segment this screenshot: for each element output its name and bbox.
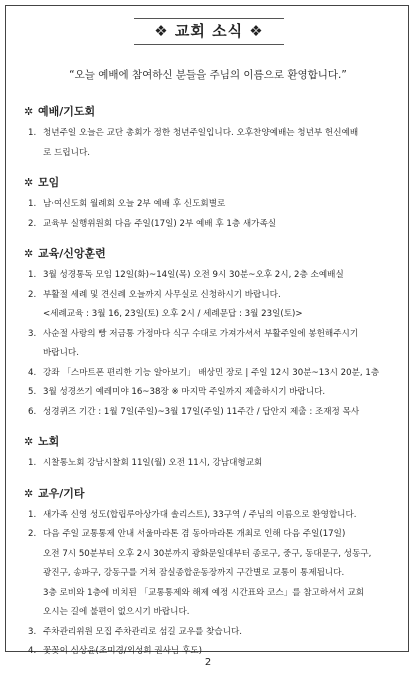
item-list bbox=[6, 266, 410, 422]
item-number: 5. bbox=[28, 387, 37, 397]
item-text-line: 성경퀴즈 기간 : 1월 7일(주일)~3월 17일(주일) 11주간 / 답안지 제출 : 조재정 목사 bbox=[43, 406, 360, 417]
item-number: 1. bbox=[28, 128, 37, 138]
list-item bbox=[28, 286, 388, 325]
item-text-line: 다음 주일 교통통제 안내 서울마라톤 겸 동아마라톤 개최로 인해 다음 주일(17일) bbox=[43, 529, 346, 539]
section-heading bbox=[24, 175, 410, 190]
news-content bbox=[6, 104, 410, 662]
star-icon: ✲ bbox=[24, 486, 34, 500]
section bbox=[6, 104, 410, 163]
item-body bbox=[43, 215, 388, 235]
item-number: 2. bbox=[28, 218, 37, 229]
section-heading bbox=[24, 486, 410, 501]
item-text-line: 청년주일 오늘은 교단 총회가 정한 청년주일입니다. 오후찬양예배는 청년부 헌신예배 bbox=[43, 128, 359, 138]
item-body bbox=[43, 195, 388, 215]
item-number: 2. bbox=[28, 289, 37, 300]
item-text-line: 꽃꽂이 심상윤(조미경/외성희 권사님 후도) bbox=[43, 646, 202, 656]
item-number: 4. bbox=[28, 367, 37, 378]
item-text-line: 새가족 신영 성도(합립루아상가대 솔리스트), 33구역 / 주님의 이름으로 환영합니다. bbox=[43, 509, 357, 520]
star-icon: ✲ bbox=[24, 247, 34, 260]
section-heading bbox=[24, 434, 410, 449]
title-box bbox=[134, 20, 284, 48]
section-heading-label: 교육/신앙훈련 bbox=[38, 247, 106, 260]
star-icon: ✲ bbox=[24, 176, 34, 189]
item-text-line: 남·여신도회 월례회 오늘 2부 예배 후 신도회별로 bbox=[43, 199, 226, 209]
item-list bbox=[6, 195, 410, 234]
section-heading bbox=[24, 104, 410, 119]
item-number: 4. bbox=[28, 646, 37, 656]
item-text-line: 바랍니다. bbox=[43, 348, 79, 358]
list-item bbox=[28, 364, 388, 384]
section-heading-label: 교우/기타 bbox=[38, 486, 85, 500]
section bbox=[6, 175, 410, 234]
section bbox=[6, 434, 410, 474]
list-item bbox=[28, 325, 388, 364]
item-body bbox=[43, 266, 388, 286]
item-text-line: 주차관리위원 모집 주차관리로 섬길 교우를 찾습니다. bbox=[43, 626, 243, 637]
list-item bbox=[28, 215, 388, 235]
section bbox=[6, 486, 410, 662]
page-number: 2 bbox=[204, 657, 212, 668]
item-list bbox=[6, 506, 410, 662]
title-rule-top bbox=[134, 18, 284, 19]
list-item bbox=[28, 403, 388, 423]
item-text-line: 사순절 사랑의 빵 저금통 가정마다 식구 수대로 가져가셔서 부활주일에 봉헌해주시기 bbox=[43, 328, 359, 339]
item-text-line: 3월 성경통독 모임 12일(화)~14일(목) 오전 9시 30분~오후 2시, 2층 소예배실 bbox=[43, 270, 344, 280]
star-icon: ✲ bbox=[24, 105, 34, 118]
item-list bbox=[6, 124, 410, 163]
item-text-line: 오전 7시 50분부터 오후 2시 30분까지 광화문일대부터 종로구, 중구, 동대문구, 성동구, bbox=[43, 548, 372, 559]
item-text-line: 강좌 「스마트폰 편리한 기능 알아보기」 배상민 장로 | 주일 12시 30분~13시 20분, 1층 bbox=[43, 367, 380, 378]
list-item bbox=[28, 623, 388, 643]
list-item bbox=[28, 195, 388, 215]
bulletin-page bbox=[5, 5, 409, 656]
item-body bbox=[43, 525, 388, 623]
item-body bbox=[43, 623, 388, 643]
title-rule-bottom bbox=[134, 44, 284, 45]
item-number: 1. bbox=[28, 458, 37, 468]
item-text-line: 오시는 길에 불편이 없으시기 바랍니다. bbox=[43, 607, 190, 617]
item-text-line: 3층 로비와 1층에 비치된 「교통통제와 해제 예정 시간표와 코스」를 참고하셔서 교회 bbox=[43, 587, 365, 598]
item-text-line: 로 드립니다. bbox=[43, 147, 90, 158]
list-item bbox=[28, 506, 388, 526]
star-icon: ✲ bbox=[24, 435, 34, 448]
item-text-line: <세례교육 : 3월 16, 23일(토) 오후 2시 / 세례문답 : 3월 23일(토)> bbox=[43, 309, 303, 319]
item-text-line: 부활절 세례 및 견신례 오늘까지 사무실로 신청하시기 바랍니다. bbox=[43, 289, 281, 300]
item-body bbox=[43, 454, 388, 474]
section-heading bbox=[24, 246, 410, 261]
section bbox=[6, 246, 410, 422]
list-item bbox=[28, 454, 388, 474]
item-number: 6. bbox=[28, 406, 37, 417]
item-body bbox=[43, 124, 388, 163]
item-number: 2. bbox=[28, 529, 37, 539]
item-number: 3. bbox=[28, 626, 37, 637]
item-number: 1. bbox=[28, 509, 37, 520]
item-text-line: 교육부 실행위원회 다음 주일(17일) 2부 예배 후 1층 새가족실 bbox=[43, 218, 277, 229]
section-heading-label: 모임 bbox=[38, 176, 60, 189]
item-text-line: 시찰통노회 강남시찰회 11일(월) 오전 11시, 강남대형교회 bbox=[43, 458, 263, 468]
item-body bbox=[43, 364, 388, 384]
item-body bbox=[43, 325, 388, 364]
item-number: 1. bbox=[28, 270, 37, 280]
item-text-line: 광진구, 송파구, 강동구를 거쳐 잠실종합운동장까지 구간별로 교통이 통제됩니다. bbox=[43, 568, 345, 578]
list-item bbox=[28, 266, 388, 286]
item-number: 1. bbox=[28, 199, 37, 209]
item-body bbox=[43, 403, 388, 423]
list-item bbox=[28, 525, 388, 623]
item-text-line: 3월 성경쓰기 예레미야 16~38장 ※ 마지막 주일까지 제출하시기 바랍니다. bbox=[43, 387, 326, 397]
list-item bbox=[28, 124, 388, 163]
page-title: ❖ 교회 소식 ❖ bbox=[154, 22, 264, 40]
item-body bbox=[43, 383, 388, 403]
list-item bbox=[28, 383, 388, 403]
welcome-message: “오늘 예배에 참여하신 분들을 주님의 이름으로 환영합니다.” bbox=[69, 69, 347, 81]
item-body bbox=[43, 506, 388, 526]
item-list bbox=[6, 454, 410, 474]
section-heading-label: 예배/기도회 bbox=[38, 105, 96, 118]
section-heading-label: 노회 bbox=[38, 435, 60, 448]
item-number: 3. bbox=[28, 328, 37, 339]
item-body bbox=[43, 286, 388, 325]
